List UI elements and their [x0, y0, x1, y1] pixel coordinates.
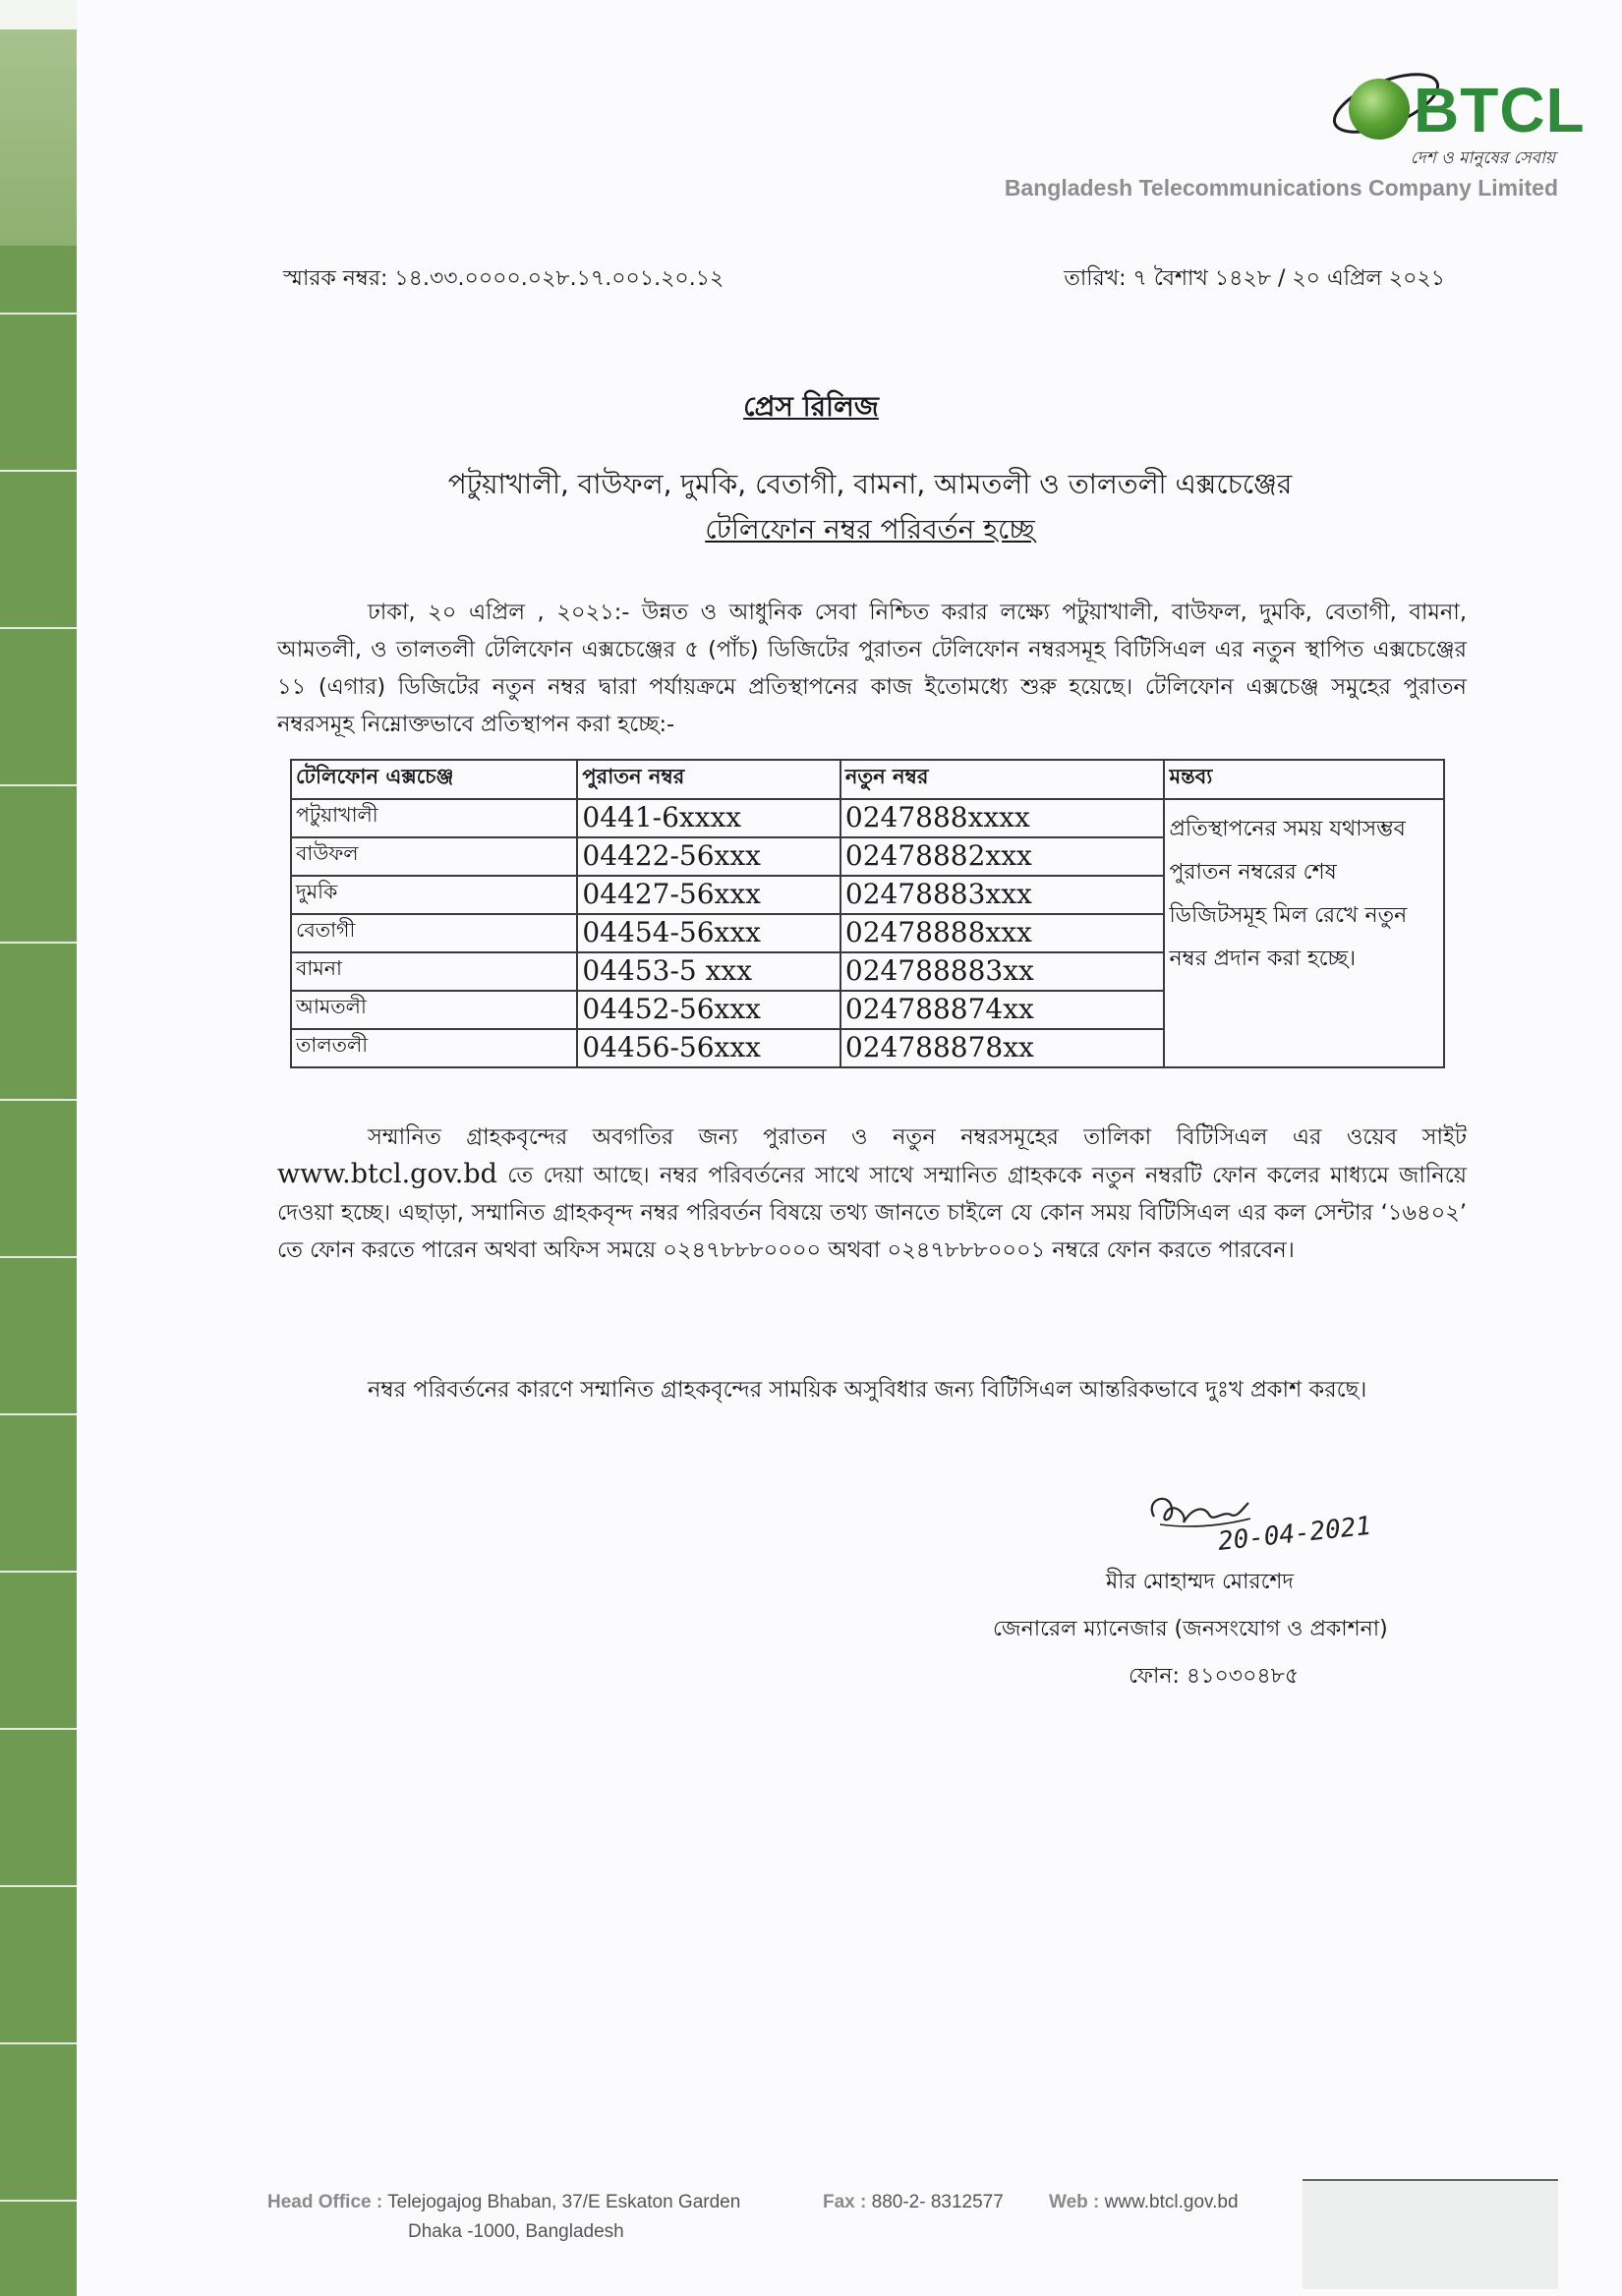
old-number: 04454-56xxx — [577, 914, 840, 952]
footer-head-office — [267, 2192, 740, 2213]
old-number: 04427-56xxx — [577, 876, 840, 914]
new-number: 024788883xx — [840, 952, 1165, 991]
info-paragraph — [277, 1119, 1467, 1269]
new-number: 0247888xxxx — [840, 799, 1165, 837]
exchange-name: বেতাগী — [291, 914, 577, 952]
memo-number: স্মারক নম্বর: ১৪.৩৩.০০০০.০২৮.১৭.০০১.২০.১২ — [283, 266, 724, 291]
left-stripe-top — [0, 0, 77, 246]
logo-brand: BTCL — [1414, 75, 1586, 145]
logo-tagline: দেশ ও মানুষের সেবায় — [1410, 148, 1555, 168]
page-title: প্রেস রিলিজ — [743, 390, 879, 423]
exchange-name: তালতলী — [291, 1029, 577, 1067]
document-date: তারিখ: ৭ বৈশাখ ১৪২৮ / ২০ এপ্রিল ২০২১ — [1064, 266, 1445, 291]
subtitle-line-2: টেলিফোন নম্বর পরিবর্তন হচ্ছে — [705, 513, 1035, 545]
subtitle — [295, 462, 1445, 552]
head-office-address-2: Dhaka -1000, Bangladesh — [408, 2221, 624, 2242]
web-url[interactable]: www.btcl.gov.bd — [1104, 2192, 1239, 2212]
table-row — [291, 799, 1444, 837]
footer-box — [1303, 2179, 1558, 2289]
new-number: 024788874xx — [840, 991, 1165, 1029]
info-paragraph-part-1: সম্মানিত গ্রাহকবৃন্দের অবগতির জন্য পুরাতন ও নতুন নম্বরসমূহের তালিকা বিটিসিএল এর ওয়েব সাইট — [368, 1124, 1467, 1150]
info-paragraph-part-2: তে দেয়া আছে। নম্বর পরিবর্তনের সাথে সাথে সম্মানিত গ্রাহককে নতুন নম্বরটি ফোন কলের মাধ্যমে জানিয়ে দেওয়া হচ্ছে। এছাড়া, সম্মানিত গ্রাহকবৃন্দ নম্বর পরিবর্তন বিষয়ে তথ্য জানতে চাইলে যে কোন সময় বিটিসিএল এর কল সেন্টার ‘১৬৪০২’ তে ফোন করতে পারেন অথবা অফিস সময়ে ০২৪৭৮৮৮০০০০ অথবা ০২৪৭৮৮৮০০০১ নম্বরে ফোন করতে পারবেন। — [277, 1163, 1467, 1263]
handwritten-date: 20-04-2021 — [1216, 1511, 1373, 1557]
footer-fax — [823, 2192, 1004, 2213]
exchange-name: বাউফল — [291, 837, 577, 876]
exchange-table — [290, 759, 1445, 1068]
old-number: 04456-56xxx — [577, 1029, 840, 1067]
subtitle-line-1: পটুয়াখালী, বাউফল, দুমকি, বেতাগী, বামনা, আমতলী ও তালতলী এক্সচেঞ্জের — [447, 468, 1293, 500]
signatory-phone: ফোন: ৪১০৩০৪৮৫ — [1129, 1664, 1300, 1689]
exchange-name: বামনা — [291, 952, 577, 991]
footer-web — [1049, 2192, 1239, 2213]
col-header-exchange: টেলিফোন এক্সচেঞ্জ — [291, 760, 577, 799]
old-number: 04452-56xxx — [577, 991, 840, 1029]
fax-label: Fax : — [823, 2192, 867, 2212]
head-office-label: Head Office : — [267, 2192, 383, 2212]
old-number: 0441-6xxxx — [577, 799, 840, 837]
old-number: 04422-56xxx — [577, 837, 840, 876]
intro-paragraph: ঢাকা, ২০ এপ্রিল , ২০২১:- উন্নত ও আধুনিক সেবা নিশ্চিত করার লক্ষ্যে পটুয়াখালী, বাউফল, দুমকি, বেতাগী, বামনা, আমতলী, ও তালতলী টেলিফোন এক্সচেঞ্জের ৫ (পাঁচ) ডিজিটের পুরাতন টেলিফোন নম্বরসমূহ বিটিসিএল এর নতুন স্থাপিত এক্সচেঞ্জের ১১ (এগার) ডিজিটের নতুন নম্বর দ্বারা পর্যায়ক্রমে প্রতিস্থাপনের কাজ ইতোমধ্যে শুরু হয়েছে। টেলিফোন এক্সচেঞ্জ সমুহের পুরাতন নম্বরসমূহ নিম্নোক্তভাবে প্রতিস্থাপন করা হচ্ছে:- — [277, 600, 1467, 737]
new-number: 02478883xxx — [840, 876, 1165, 914]
signatory-designation: জেনারেল ম্যানেজার (জনসংযোগ ও প্রকাশনা) — [993, 1617, 1388, 1641]
globe-icon — [1349, 79, 1410, 140]
left-stripe — [0, 0, 77, 2296]
website-link[interactable]: www.btcl.gov.bd — [277, 1159, 497, 1189]
table-header-row — [291, 760, 1444, 799]
new-number: 024788878xx — [840, 1029, 1165, 1067]
signatory-name: মীর মোহাম্মদ মোরশেদ — [1106, 1570, 1294, 1594]
web-label: Web : — [1049, 2192, 1100, 2212]
head-office-address-1: Telejogajog Bhaban, 37/E Eskaton Garden — [387, 2192, 741, 2212]
apology-paragraph: নম্বর পরিবর্তনের কারণে সম্মানিত গ্রাহকবৃন্দের সাময়িক অসুবিধার জন্য বিটিসিএল আন্তরিকভাবে দুঃখ প্রকাশ করছে। — [368, 1377, 1367, 1403]
remark-cell: প্রতিস্থাপনের সময় যথাসম্ভব পুরাতন নম্বরের শেষ ডিজিটসমূহ মিল রেখে নতুন নম্বর প্রদান করা হচ্ছে। — [1164, 799, 1444, 1067]
col-header-remark: মন্তব্য — [1164, 760, 1444, 799]
new-number: 02478888xxx — [840, 914, 1165, 952]
new-number: 02478882xxx — [840, 837, 1165, 876]
company-name: Bangladesh Telecommunications Company Limited — [1004, 175, 1558, 201]
handwritten-signature — [1140, 1489, 1406, 1568]
exchange-name: আমতলী — [291, 991, 577, 1029]
fax-number: 880-2- 8312577 — [871, 2192, 1004, 2212]
old-number: 04453-5 xxx — [577, 952, 840, 991]
exchange-name: পটুয়াখালী — [291, 799, 577, 837]
col-header-new-number: নতুন নম্বর — [840, 760, 1165, 799]
col-header-old-number: পুরাতন নম্বর — [577, 760, 840, 799]
exchange-name: দুমকি — [291, 876, 577, 914]
